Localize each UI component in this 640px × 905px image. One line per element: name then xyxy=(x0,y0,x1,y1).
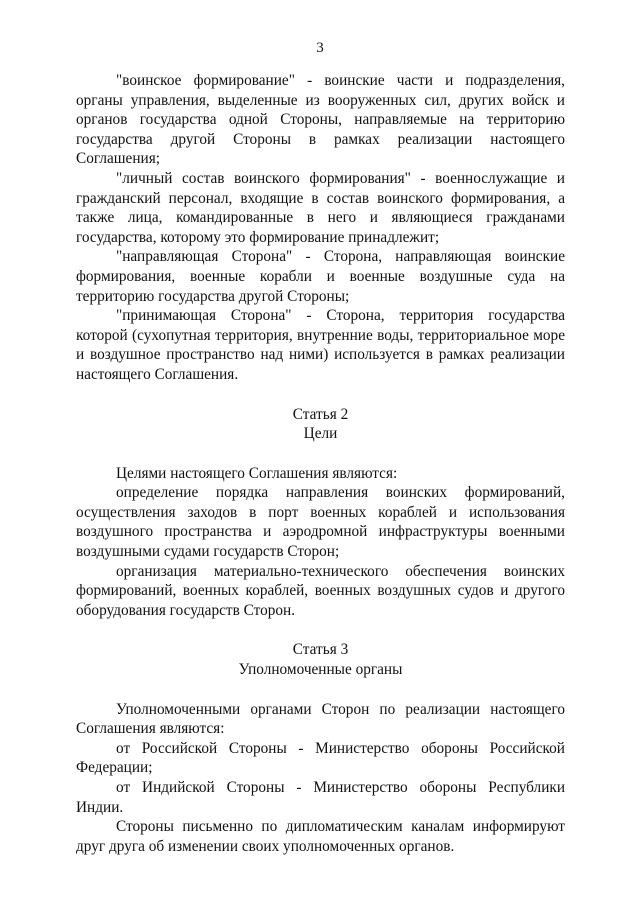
article-3-number: Статья 3 xyxy=(292,641,349,659)
definition-receiving-party: "принимающая Сторона" - Сторона, территория государства которой (сухопутная территория, внутренние воды, территориальное море и воздушное пространство над ними) используется в рамках реализации настоящего Соглашения. xyxy=(76,307,565,383)
article-2-paragraph: организация материально-технического обеспечения воинских формирований, военных кораблей, военных воздушных судов и другого оборудования государств Сторон. xyxy=(76,562,565,619)
article-3-paragraph: Стороны письменно по дипломатическим каналам информируют друг друга об изменении своих уполномоченных органов. xyxy=(76,818,565,855)
definition-personnel: "личный состав воинского формирования" - военнослужащие и гражданский персонал, входящие в состав воинского формирования, а также лица, командированные в него и являющиеся гражданами государства, которому это формирование принадлежит; xyxy=(76,169,565,246)
article-3-paragraph: Уполномоченными органами Сторон по реализации настоящего Соглашения являются: xyxy=(76,700,565,738)
page-number: 3 xyxy=(316,40,324,56)
document-body xyxy=(76,71,565,856)
article-3-title: Уполномоченные органы xyxy=(238,661,403,679)
article-3-paragraph: от Индийской Стороны - Министерство обороны Республики Индии. xyxy=(76,779,565,816)
definition-sending-party: "направляющая Сторона" - Сторона, направляющая воинские формирования, военные корабли и военные воздушные суда на территорию государства другой Стороны; xyxy=(76,248,565,305)
article-2-paragraph: Целями настоящего Соглашения являются: xyxy=(116,464,398,482)
article-3-paragraph: от Российской Стороны - Министерство обороны Российской Федерации; xyxy=(76,739,565,777)
definition-military-formation: "воинское формирование" - воинские части и подразделения, органы управления, выделенные из вооруженных сил, других войск и органов государства одной Стороны, направляемые на территорию государства другой Стороны в рамках реализации настоящего Соглашения; xyxy=(76,72,565,168)
article-2-title: Цели xyxy=(303,425,338,443)
article-2-number: Статья 2 xyxy=(292,405,349,423)
article-2-paragraph: определение порядка направления воинских формирований, осуществления заходов в порт военных кораблей и использования воздушного пространства и аэродромной инфраструктуры военными воздушными судами государств Сторон; xyxy=(76,484,565,561)
